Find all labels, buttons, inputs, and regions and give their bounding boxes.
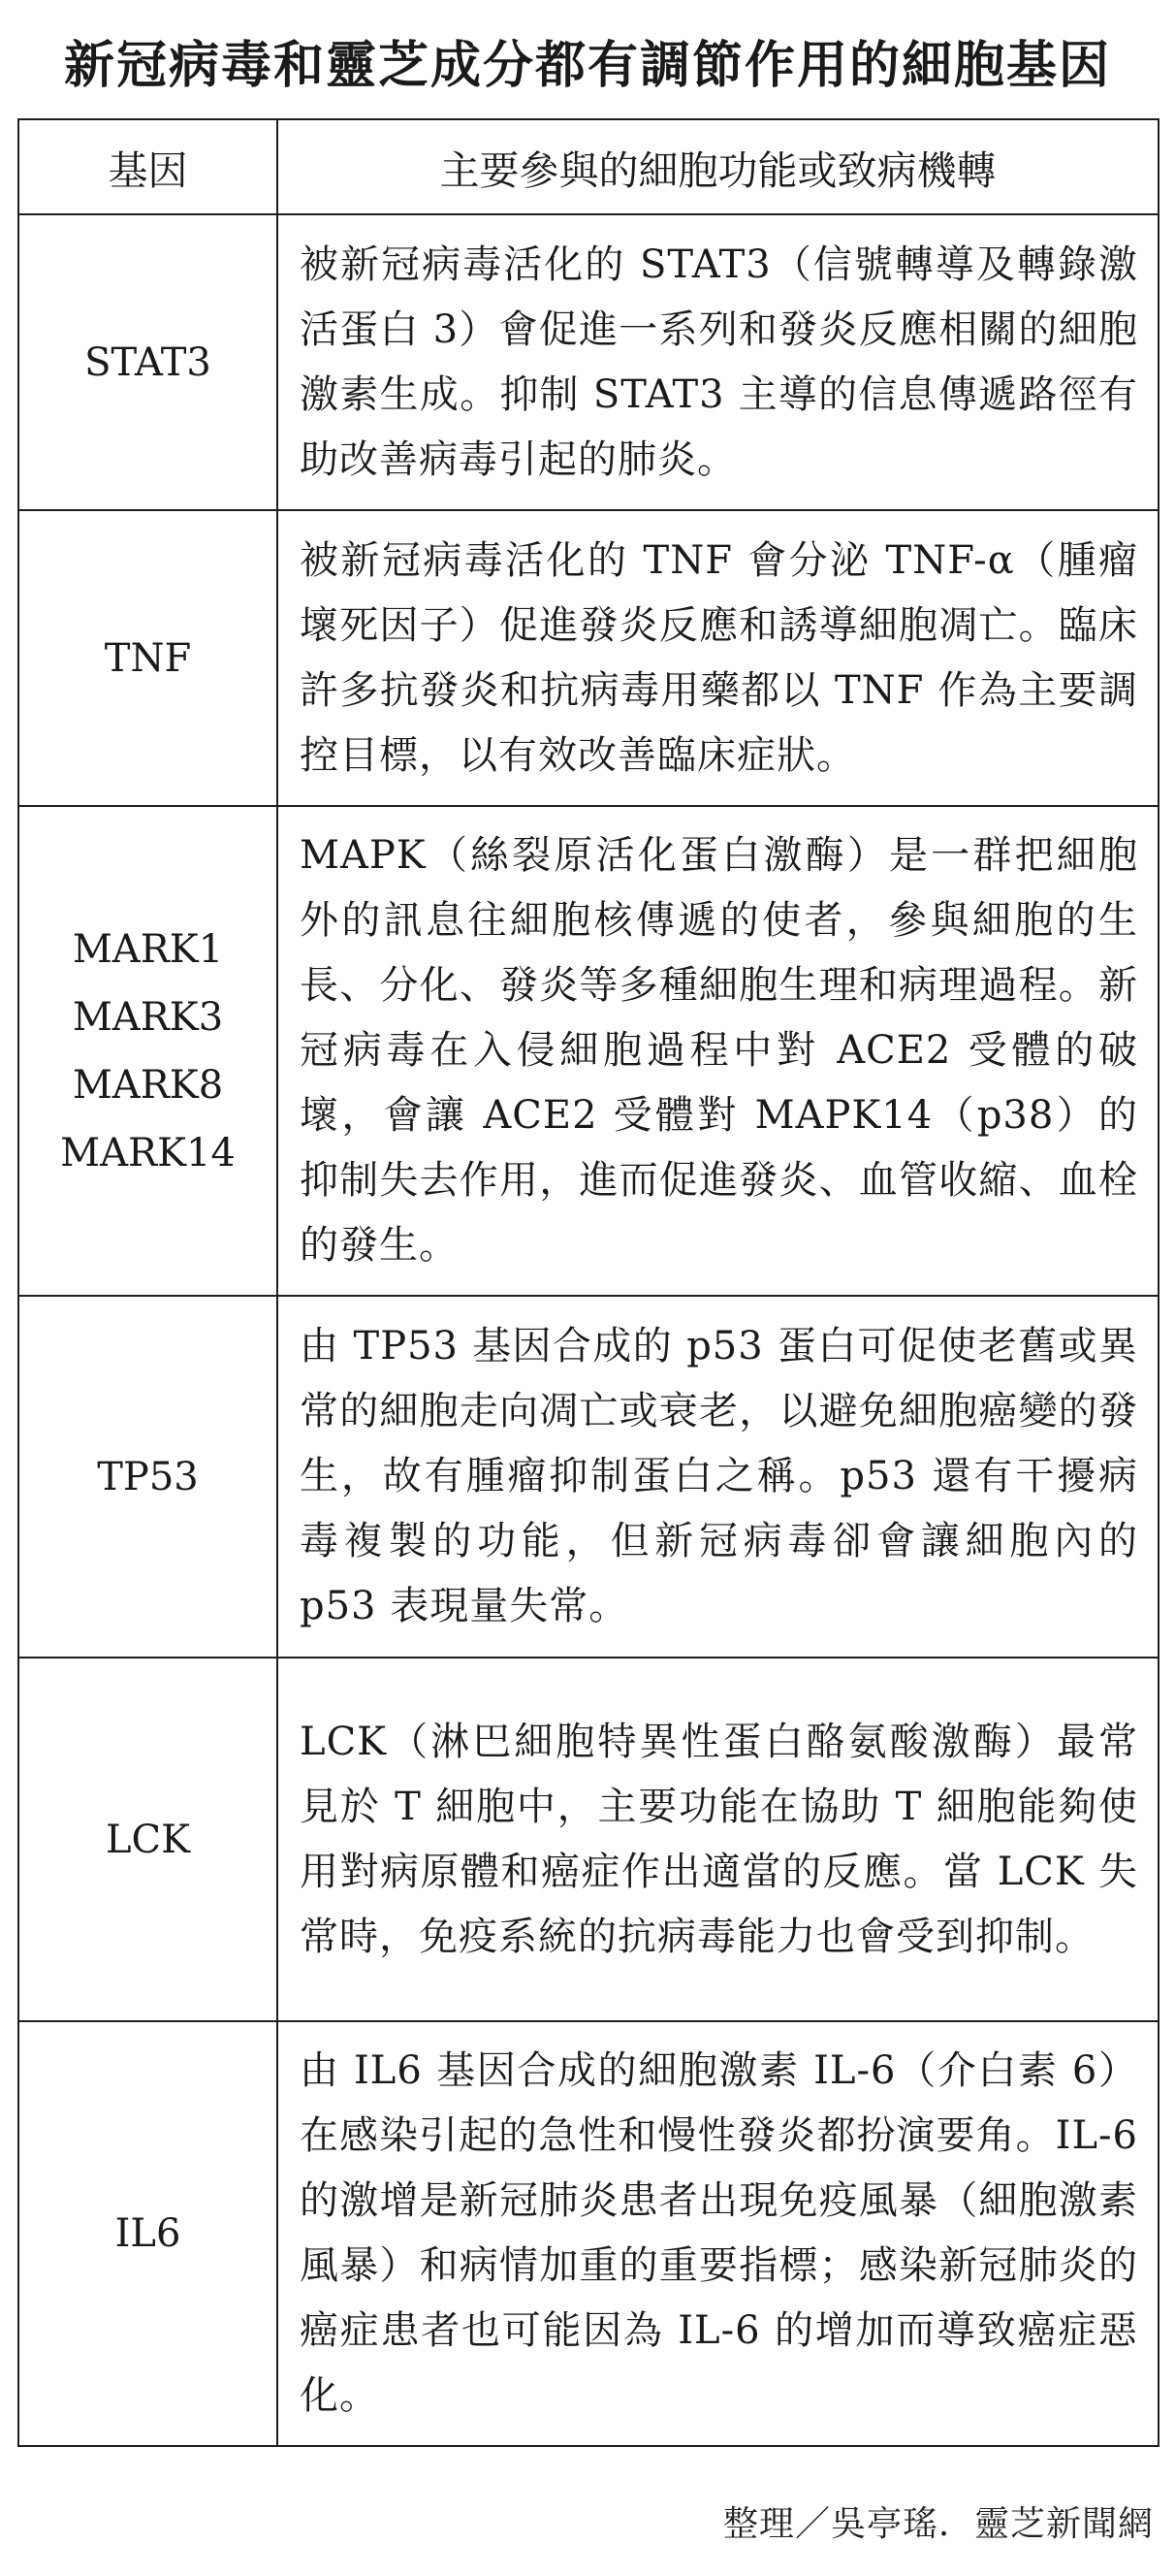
gene-cell (18, 2021, 277, 2446)
table-row (18, 510, 1159, 806)
gene-cell (18, 214, 277, 510)
table-row (18, 1296, 1159, 1658)
gene-table (17, 118, 1159, 2447)
gene-cell (18, 806, 277, 1296)
table-row (18, 806, 1159, 1296)
table-row (18, 1658, 1159, 2021)
gene-cell (18, 1658, 277, 2021)
credit-line: 整理／吳亭瑤．靈芝新聞網 (722, 2504, 1154, 2544)
gene-name: TP53 (97, 1454, 199, 1499)
table-row (18, 2021, 1159, 2446)
description-cell: 由 TP53 基因合成的 p53 蛋白可促使老舊或異常的細胞走向凋亡或衰老，以避免細胞癌變的發生，故有腫瘤抑制蛋白之稱。p53 還有干擾病毒複製的功能，但新冠病毒卻會讓細胞內的 p53 表現量失常。 (277, 1296, 1159, 1658)
gene-cell (18, 1296, 277, 1658)
page-title: 新冠病毒和靈芝成分都有調節作用的細胞基因 (63, 36, 1111, 95)
description-cell: 被新冠病毒活化的 STAT3（信號轉導及轉錄激活蛋白 3）會促進一系列和發炎反應相關的細胞激素生成。抑制 STAT3 主導的信息傳遞路徑有助改善病毒引起的肺炎。 (277, 214, 1159, 510)
gene-name: TNF (104, 635, 192, 681)
gene-name: IL6 (114, 2211, 181, 2256)
description-cell: MAPK（絲裂原活化蛋白激酶）是一群把細胞外的訊息往細胞核傳遞的使者，參與細胞的生長、分化、發炎等多種細胞生理和病理過程。新冠病毒在入侵細胞過程中對 ACE2 受體的破壞，會讓 ACE2 受體對 MAPK14（p38）的抑制失去作用，進而促進發炎、血管收縮、血栓的發生。 (277, 806, 1159, 1296)
gene-name: MARK8 (72, 1062, 224, 1108)
gene-cell (18, 510, 277, 806)
table-header-row (18, 119, 1159, 214)
header-gene: 基因 (18, 119, 277, 214)
gene-name: STAT3 (84, 339, 211, 385)
header-function: 主要參與的細胞功能或致病機轉 (277, 119, 1159, 214)
gene-name: MARK1 (72, 926, 224, 972)
description-cell: 被新冠病毒活化的 TNF 會分泌 TNF-α（腫瘤壞死因子）促進發炎反應和誘導細胞凋亡。臨床許多抗發炎和抗病毒用藥都以 TNF 作為主要調控目標，以有效改善臨床症狀。 (277, 510, 1159, 806)
gene-name: MARK14 (60, 1130, 236, 1175)
description-cell: 由 IL6 基因合成的細胞激素 IL-6（介白素 6）在感染引起的急性和慢性發炎都扮演要角。IL-6 的激增是新冠肺炎患者出現免疫風暴（細胞激素風暴）和病情加重的重要指標；感染新冠肺炎的癌症患者也可能因為 IL-6 的增加而導致癌症惡化。 (277, 2021, 1159, 2446)
table-row (18, 214, 1159, 510)
gene-name: LCK (105, 1817, 191, 1862)
gene-name: MARK3 (72, 994, 224, 1040)
description-cell: LCK（淋巴細胞特異性蛋白酪氨酸激酶）最常見於 T 細胞中，主要功能在協助 T 細胞能夠使用對病原體和癌症作出適當的反應。當 LCK 失常時，免疫系統的抗病毒能力也會受到抑制。 (277, 1658, 1159, 2021)
